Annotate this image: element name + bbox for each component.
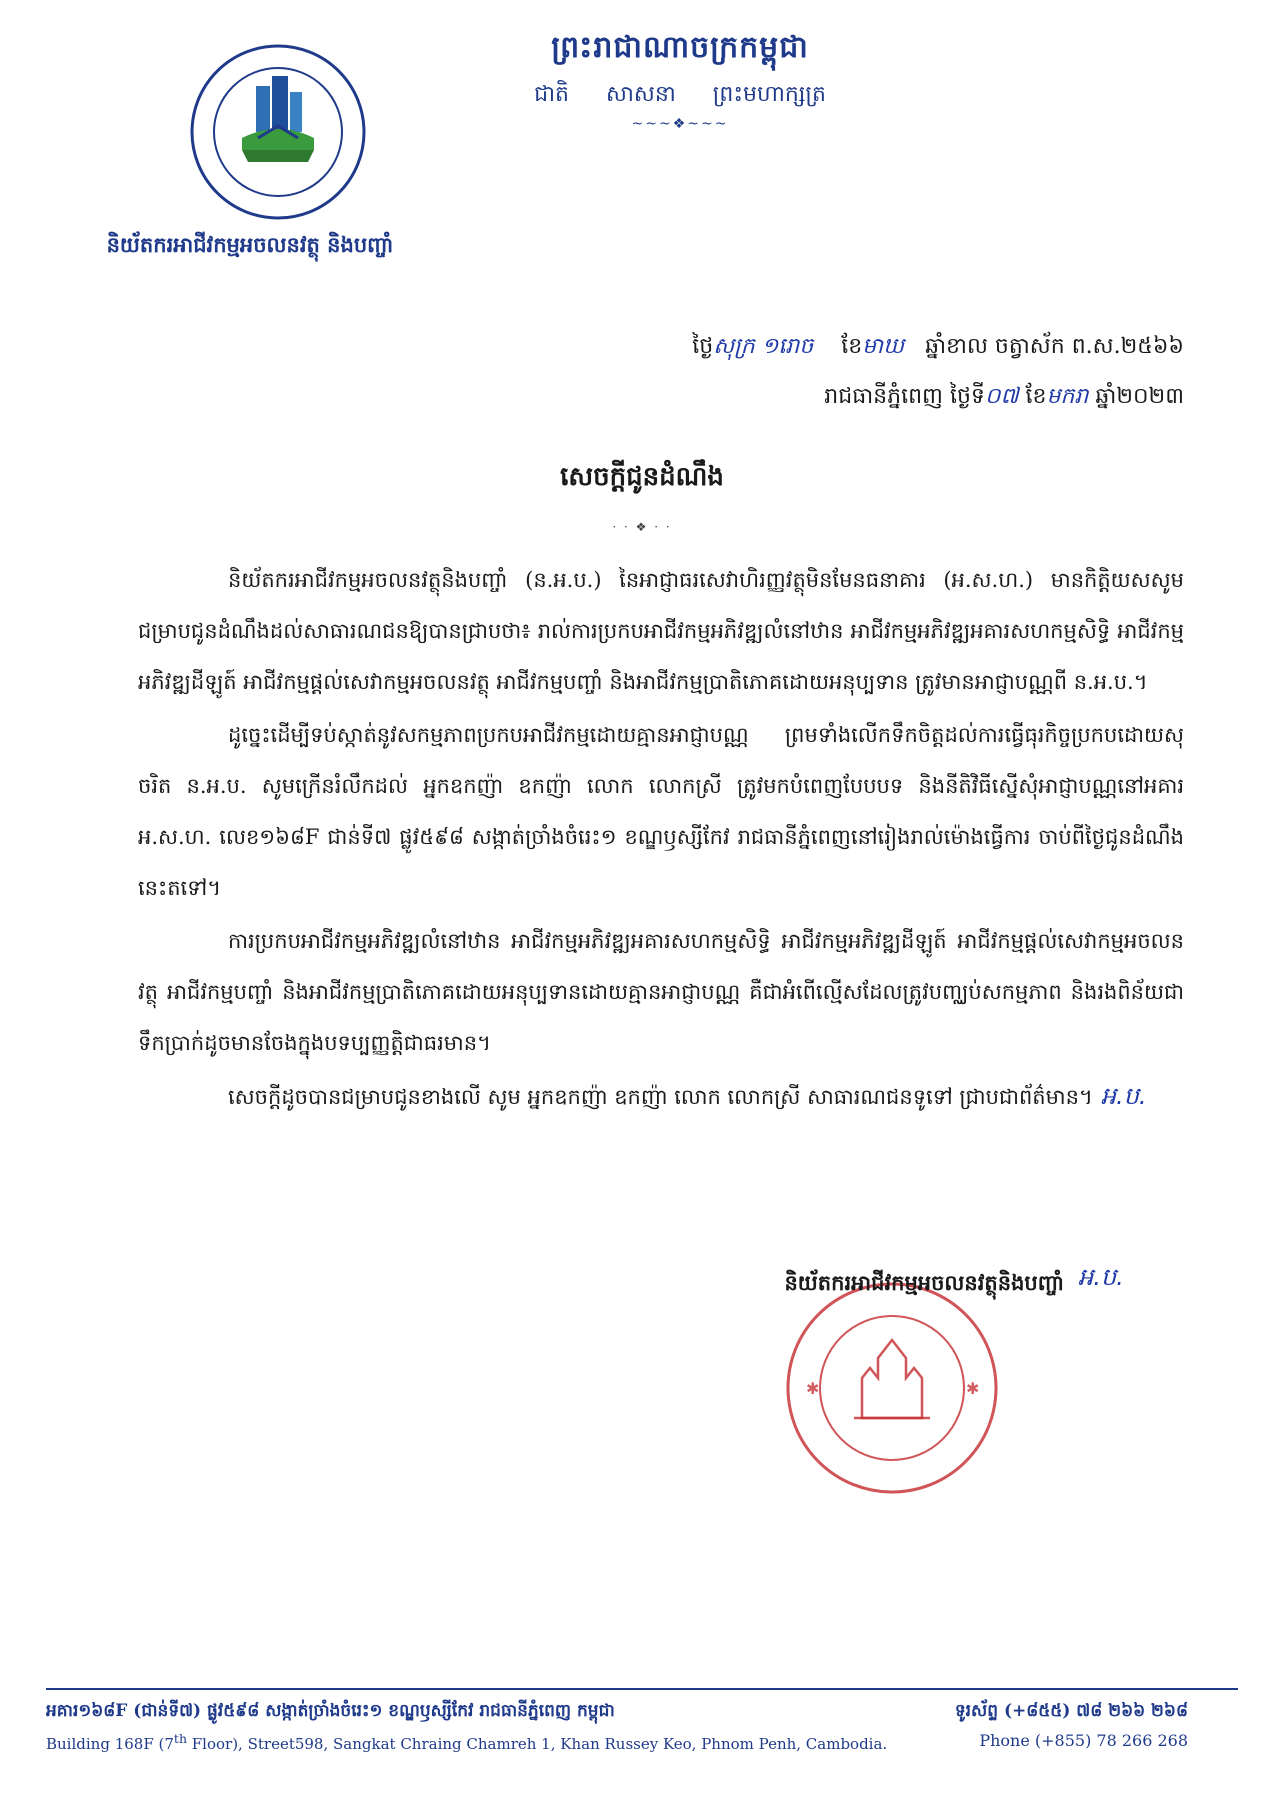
svg-text:✱: ✱: [966, 1379, 980, 1398]
solar-date: [824, 382, 1184, 414]
kingdom-header: [420, 28, 940, 132]
closing-text: សេចក្តីដូចបានជម្រាបជូនខាងលើ សូម អ្នកឧកញ៉ា ឧកញ៉ា លោក លោកស្រី សាធារណជនទូទៅ ជ្រាបជាព័ត៌មាន។: [228, 1085, 1093, 1109]
address-khmer: អគារ១៦៨F (ជាន់ទី៧) ផ្លូវ៥៩៨ សង្កាត់ច្រាំងចំរេះ១ ខណ្ឌឫស្សីកែវ រាជធានីភ្នំពេញ កម្ពុជា: [46, 1701, 615, 1721]
initial-signature: អ.ប.: [1100, 1082, 1147, 1110]
signatory-org: និយ័តករអាជីវកម្មអចលនវត្ថុនិងបញ្ចាំ: [784, 1270, 1064, 1295]
footer-divider: [46, 1688, 1238, 1690]
paragraph-3: ការប្រកបអាជីវកម្មអភិវឌ្ឍលំនៅឋាន អាជីវកម្មអភិវឌ្ឍអគារសហកម្មសិទ្ធិ អាជីវកម្មអភិវឌ្ឍដីឡូត៍ អាជីវកម្មផ្តល់សេវាកម្មអចលនវត្ថុ អាជីវកម្មបញ្ចាំ និងអាជីវកម្មប្រាតិភោគដោយអនុប្បទានដោយគ្មានអាជ្ញាបណ្ណ គឺជាអំពើល្មើសដែលត្រូវបញ្ឈប់សកម្មភាព និងរងពិន័យជាទឹកប្រាក់ដូចមានចែងក្នុងបទប្បញ្ញត្តិជាធរមាន។: [138, 929, 1184, 1055]
official-seal: [782, 1278, 1002, 1498]
regulator-logo: [188, 42, 368, 222]
header-ornament: ~~~❖~~~: [631, 116, 729, 132]
lunar-day-handwritten: សុក្រ ១រោច: [713, 334, 814, 359]
address-en-part1: Building 168F (7: [46, 1735, 174, 1753]
solar-month-handwritten: មករា: [1046, 384, 1089, 409]
paragraph-1: និយ័តករអាជីវកម្មអចលនវត្ថុនិងបញ្ចាំ (ន.អ.ប.) នៃអាជ្ញាធរសេវាហិរញ្ញវត្ថុមិនមែនធនាគារ (អ.ស.ហ.) មានកិត្តិយសសូមជម្រាបជូនដំណឹងដល់សាធារណជនឱ្យបានជ្រាបថា៖ រាល់ការប្រកបអាជីវកម្មអភិវឌ្ឍលំនៅឋាន អាជីវកម្មអភិវឌ្ឍអគារសហកម្មសិទ្ធិ អាជីវកម្មអភិវឌ្ឍដីឡូត៍ អាជីវកម្មផ្តល់សេវាកម្មអចលនវត្ថុ អាជីវកម្មបញ្ចាំ និងអាជីវកម្មប្រាតិភោគដោយអនុប្បទាន ត្រូវមានអាជ្ញាបណ្ណពី ន.អ.ប.។: [138, 568, 1184, 694]
phone-english: Phone (+855) 78 266 268: [979, 1731, 1188, 1750]
solar-day-handwritten: ០៧: [984, 384, 1019, 409]
handwritten-signature: អ.ប.: [1078, 1263, 1124, 1291]
org-name-header: និយ័តករអាជីវកម្មអចលនវត្ថុ និងបញ្ចាំ: [106, 232, 394, 257]
solar-month-prefix: ខែ: [1025, 384, 1047, 409]
solar-date-prefix: រាជធានីភ្នំពេញ ថ្ងៃទី: [824, 384, 985, 409]
lunar-month-prefix: ខែ: [841, 334, 863, 359]
svg-text:✱: ✱: [806, 1379, 820, 1398]
phone-khmer: ទូរស័ព្ទ (+៨៥៥) ៧៨ ២៦៦ ២៦៨: [954, 1701, 1188, 1721]
paragraph-2: ដូច្នេះដើម្បីទប់ស្កាត់នូវសកម្មភាពប្រកបអាជីវកម្មដោយគ្មានអាជ្ញាបណ្ណ ព្រមទាំងលើកទឹកចិត្តដល់ការធ្វើធុរកិច្ចប្រកបដោយសុចរិត ន.អ.ប. សូមក្រើនរំលឹកដល់ អ្នកឧកញ៉ា ឧកញ៉ា លោក លោកស្រី ត្រូវមកបំពេញបែបបទ និងនីតិវិធីស្នើសុំអាជ្ញាបណ្ណនៅអគារ អ.ស.ហ. លេខ១៦៨F ជាន់ទី៧ ផ្លូវ៥៩៨ សង្កាត់ច្រាំងចំរេះ១ ខណ្ឌឫស្សីកែវ រាជធានីភ្នំពេញនៅរៀងរាល់ម៉ោងធ្វើការ ចាប់ពីថ្ងៃជូនដំណឹងនេះតទៅ។: [138, 723, 1184, 900]
lunar-day-prefix: ថ្ងៃ: [692, 334, 714, 359]
notice-body: [138, 555, 1184, 1125]
lunar-date: [692, 332, 1184, 364]
address-en-part2: Floor), Street598, Sangkat Chraing Chamreh 1, Khan Russey Keo, Phnom Penh, Cambodia.: [187, 1735, 888, 1753]
lunar-month-handwritten: មាឃ: [862, 334, 905, 359]
title-ornament: · · ❖ · ·: [612, 520, 672, 534]
solar-year: ឆ្នាំ២០២៣: [1095, 384, 1184, 409]
notice-title: សេចក្តីជូនដំណឹង: [560, 462, 724, 492]
lunar-year: ឆ្នាំខាល ចត្វាស័ក ព.ស.២៥៦៦: [925, 334, 1184, 359]
address-english: [46, 1731, 887, 1753]
national-motto: ជាតិ សាសនា ព្រះមហាក្សត្រ: [534, 82, 826, 107]
footer-phone: [955, 1700, 1188, 1750]
paragraph-4: [138, 1071, 1184, 1123]
footer-address: [46, 1700, 887, 1753]
address-en-sup: th: [173, 1731, 187, 1746]
kingdom-title: ព្រះរាជាណាចក្រកម្ពុជា: [551, 30, 809, 65]
